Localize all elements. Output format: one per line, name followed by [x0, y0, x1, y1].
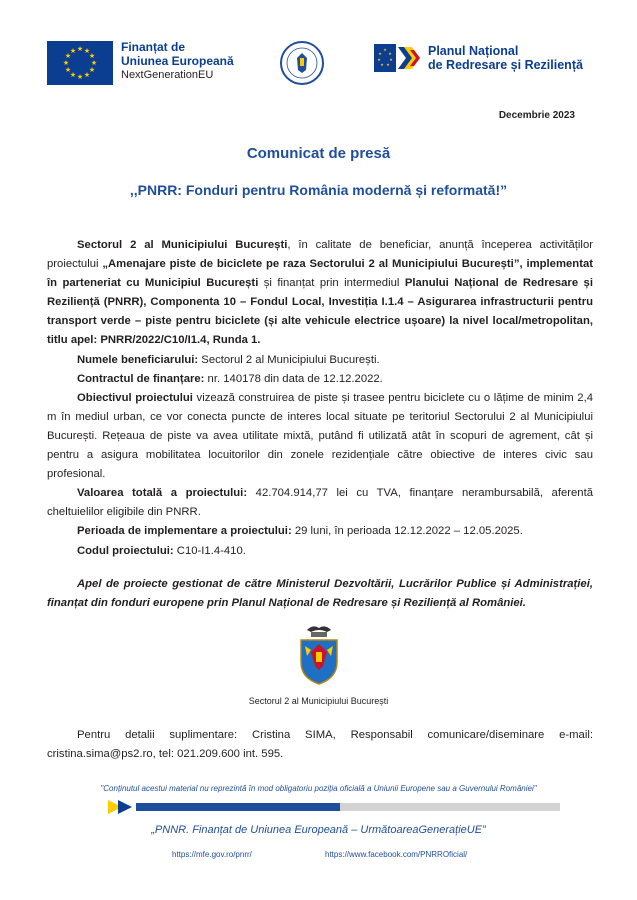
intro-paragraph	[47, 236, 593, 351]
svg-text:★: ★	[377, 57, 381, 62]
footer-slogan: „PNNR. Finanțat de Uniunea Europeană – UrmătoareaGenerațieUE”	[151, 824, 486, 836]
code-label: Codul proiectului:	[77, 544, 174, 557]
press-release-body	[47, 236, 593, 613]
beneficiary-value: Sectorul 2 al Municipiului București.	[198, 353, 380, 366]
svg-text:★: ★	[62, 59, 70, 67]
svg-text:★: ★	[83, 47, 91, 55]
press-release-date: Decembrie 2023	[498, 110, 575, 121]
contract-paragraph	[47, 370, 593, 389]
svg-text:★: ★	[90, 59, 98, 67]
pnrr-title	[428, 44, 583, 72]
period-label: Perioada de implementare a proiectului:	[77, 525, 292, 538]
svg-text:★: ★	[76, 73, 84, 81]
footer-disclaimer: "Conținutul acestui material nu reprezintă în mod obligatoriu poziția oficială a Uniunii Europene sau a Guvernului României"	[100, 784, 537, 793]
eu-line-1: Finanțat de	[121, 40, 186, 54]
pnrr-line-2: de Redresare și Reziliență	[428, 58, 583, 72]
contact-paragraph: Pentru detalii suplimentare: Cristina SIMA, Responsabil comunicare/diseminare e-mail: cristina.sima@ps2.ro, tel: 021.209.600 int. 595.	[47, 729, 593, 761]
period-value: 29 luni, în perioada 12.12.2022 – 12.05.2025.	[291, 525, 523, 538]
pnrr-line-1: Planul Național	[428, 44, 519, 58]
value-label: Valoarea totală a proiectului:	[77, 487, 248, 500]
contract-value: nr. 140178 din data de 12.12.2022.	[204, 372, 383, 385]
svg-text:★: ★	[69, 71, 77, 79]
page-subtitle: ,,PNRR: Fonduri pentru România modernă și reformată!”	[129, 182, 508, 198]
eu-funding-text	[121, 40, 234, 82]
call-for-projects-paragraph: Apel de proiecte gestionat de către Ministerul Dezvoltării, Lucrărilor Publice și Administrației, finanțat din fonduri europene prin Planul Național de Redresare și Reziliență al României.	[47, 577, 593, 609]
code-paragraph	[47, 542, 593, 561]
program-details: Planului Național de Redresare și Reziliență (PNRR), Componenta 10 – Fondul Local, Investiția I.1.4 – Asigurarea infrastructurii pentru transport verde – piste pentru biciclete (și alte vehicule electrice ușoare) la nivel local/metropolitan, titlu apel: PNRR/2022/C10/I1.4, Runda 1.	[47, 277, 593, 347]
code-value: C10-I1.4-410.	[173, 544, 246, 557]
objective-label: Obiectivul proiectului	[77, 391, 193, 404]
value-paragraph	[47, 484, 593, 522]
svg-text:★: ★	[386, 62, 390, 67]
footer-bar-icon	[108, 800, 560, 814]
sector2-crest-icon	[297, 624, 341, 686]
svg-text:★: ★	[64, 52, 72, 60]
eu-line-2: Uniunea Europeană	[121, 54, 234, 68]
svg-text:★: ★	[69, 47, 77, 55]
beneficiary-paragraph	[47, 351, 593, 370]
intro-text-2: și finanțat prin intermediul	[258, 277, 405, 290]
svg-text:★: ★	[64, 66, 72, 74]
svg-text:★: ★	[76, 45, 84, 53]
eu-flag-icon	[47, 41, 113, 85]
mfe-link[interactable]: https://mfe.gov.ro/pnrr/	[172, 850, 252, 859]
intro-text: , în calitate de beneficiar, anunță începerea activităților proiectului	[47, 239, 593, 271]
eu-line-3: NextGenerationEU	[121, 69, 214, 81]
value-value: 42.704.914,77 lei cu TVA, finanțare nerambursabilă, aferentă cheltuielilor eligibile din PNRR.	[47, 487, 594, 519]
svg-text:★: ★	[383, 47, 387, 52]
svg-text:★: ★	[389, 57, 393, 62]
government-seal-icon	[279, 40, 325, 86]
svg-text:★: ★	[380, 62, 384, 67]
contact-info	[47, 726, 593, 764]
page-title: Comunicat de presă	[246, 145, 391, 162]
svg-text:★: ★	[83, 71, 91, 79]
facebook-link[interactable]: https://www.facebook.com/PNRROficial/	[325, 850, 468, 859]
crest-caption: Sectorul 2 al Municipiului București	[248, 696, 389, 706]
period-paragraph	[47, 522, 593, 541]
svg-text:★: ★	[88, 52, 96, 60]
svg-text:★: ★	[378, 51, 382, 56]
objective-value: vizează construirea de piste și trasee pentru biciclete cu o lățime de minim 2,4 m în mediul urban, ce vor conecta puncte de interes local situate pe teritoriul Sectorului 2 al Municipiului București. Rețeaua de piste va avea utilitate mixtă, putând fi utilizată atât în scopuri de agrement, cât și pentru a asigura mobilitatea locuitorilor din zonele rezidențiale către obiective de interes civic sau profesional.	[47, 391, 593, 481]
beneficiary-name: Sectorul 2 al Municipiului București	[77, 239, 288, 251]
beneficiary-label: Numele beneficiarului:	[77, 353, 199, 366]
svg-text:★: ★	[388, 51, 392, 56]
project-name: „Amenajare piste de biciclete pe raza Sectorului 2 al Municipiului București”, implementat în parteneriat cu Municipiul București	[47, 258, 593, 290]
contract-label: Contractul de finanțare:	[77, 372, 205, 385]
pnrr-logo-icon	[374, 44, 422, 72]
svg-text:★: ★	[88, 66, 96, 74]
objective-paragraph	[47, 389, 593, 484]
